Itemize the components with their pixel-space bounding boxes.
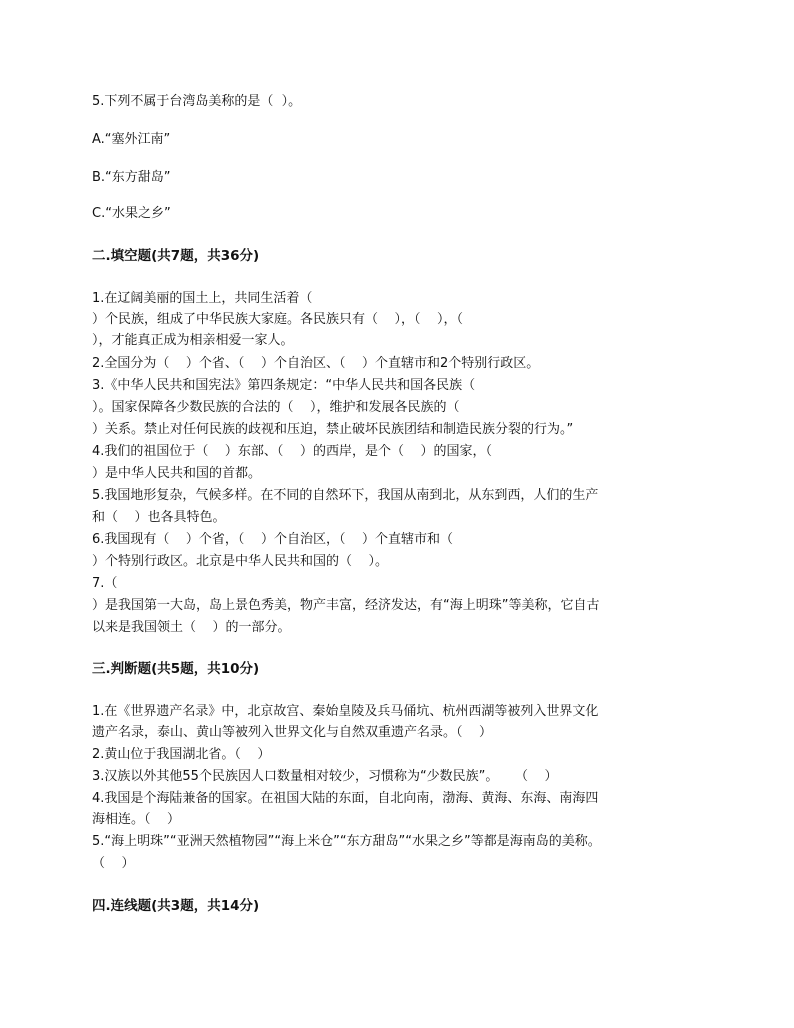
option-b: B.“东方甜岛” xyxy=(92,170,171,185)
true-false-line: 海相连。（ ） xyxy=(92,812,181,827)
option-a: A.“塞外江南” xyxy=(92,132,171,147)
fill-in-line: 3.《中华人民共和国宪法》第四条规定：“中华人民共和国各民族（ xyxy=(92,378,476,393)
fill-in-line: 4.我们的祖国位于（ ）东部、（ ）的西岸，是个（ ）的国家，（ xyxy=(92,444,492,459)
fill-in-line: ）关系。禁止对任何民族的歧视和压迫，禁止破坏民族团结和制造民族分裂的行为。” xyxy=(92,422,574,437)
fill-in-line: 5.我国地形复杂，气候多样。在不同的自然环下，我国从南到北，从东到西，人们的生产 xyxy=(92,488,599,503)
fill-in-line: ）个特别行政区。北京是中华人民共和国的（ ）。 xyxy=(92,554,389,569)
fill-in-line: 以来是我国领土（ ）的一部分。 xyxy=(92,620,291,635)
fill-in-line: 7.（ xyxy=(92,576,118,591)
fill-in-line: 2.全国分为（ ）个省、（ ）个自治区、（ ）个直辖市和2个特别行政区。 xyxy=(92,356,540,371)
fill-in-line: ）个民族，组成了中华民族大家庭。各民族只有（ ），（ ），（ xyxy=(92,312,464,327)
true-false-line: 2.黄山位于我国湖北省。（ ） xyxy=(92,747,271,762)
fill-in-line: ），才能真正成为相亲相爱一家人。 xyxy=(92,333,294,348)
true-false-line: 遗产名录，泰山、黄山等被列入世界文化与自然双重遗产名录。（ ） xyxy=(92,725,493,740)
question-stem: 5.下列不属于台湾岛美称的是（ ）。 xyxy=(92,94,302,109)
true-false-line: 3.汉族以外其他55个民族因人口数量相对较少，习惯称为“少数民族”。 （ ） xyxy=(92,769,558,784)
fill-in-line: ）是我国第一大岛，岛上景色秀美，物产丰富，经济发达，有“海上明珠”等美称，它自古 xyxy=(92,598,600,613)
true-false-line: （ ） xyxy=(92,856,135,871)
fill-in-line: ）。国家保障各少数民族的合法的（ ），维护和发展各民族的（ xyxy=(92,400,460,415)
section-heading-matching: 四.连线题(共3题，共14分) xyxy=(92,898,260,914)
fill-in-line: 1.在辽阔美丽的国土上，共同生活着（ xyxy=(92,291,313,306)
option-c: C.“水果之乡” xyxy=(92,206,171,221)
section-heading-true-false: 三.判断题(共5题，共10分) xyxy=(92,661,260,677)
true-false-line: 4.我国是个海陆兼备的国家。在祖国大陆的东面，自北向南，渤海、黄海、东海、南海四 xyxy=(92,791,599,806)
fill-in-line: 6.我国现有（ ）个省，（ ）个自治区，（ ）个直辖市和（ xyxy=(92,532,453,547)
true-false-line: 1.在《世界遗产名录》中，北京故宫、秦始皇陵及兵马俑坑、杭州西湖等被列入世界文化 xyxy=(92,704,599,719)
fill-in-line: ）是中华人民共和国的首都。 xyxy=(92,466,262,481)
true-false-line: 5.“海上明珠”“亚洲天然植物园”“海上米仓”“东方甜岛”“水果之乡”等都是海南岛的美称。 xyxy=(92,834,601,849)
section-heading-fill-in: 二.填空题(共7题，共36分) xyxy=(92,248,260,264)
fill-in-line: 和（ ）也各具特色。 xyxy=(92,510,226,525)
